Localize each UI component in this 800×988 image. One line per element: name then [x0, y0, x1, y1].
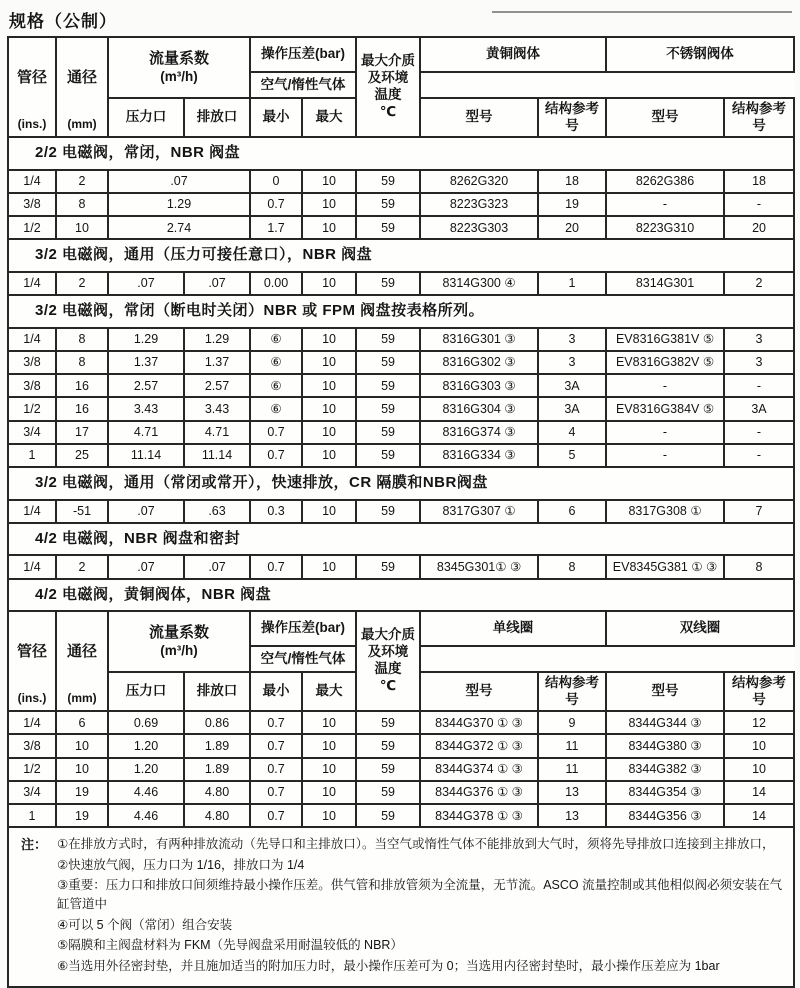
table-cell: 8345G301① ③: [420, 555, 538, 578]
table-cell: 59: [356, 216, 420, 239]
table-cell: 1.20: [108, 734, 184, 757]
section-title-block: [8, 239, 794, 272]
table-cell: 10: [302, 351, 356, 374]
table-cell: 3: [538, 328, 606, 351]
table-cell: -: [724, 374, 794, 397]
footnote: ①在排放方式时，有两种排放流动（先导口和主排放口）。当空气或惰性气体不能排放到大气时，须将先导排放口连接到主排放口，: [57, 837, 775, 852]
table-cell: 8223G310: [606, 216, 724, 239]
col-header-orifice: [56, 611, 108, 711]
table-cell: 2: [56, 272, 108, 295]
col-header-op-diff: 操作压差(bar): [250, 37, 356, 72]
table-cell: 14: [724, 804, 794, 827]
table-cell: 8344G380 ③: [606, 734, 724, 757]
section-title-block: [8, 523, 794, 556]
table-cell: 8344G374 ① ③: [420, 758, 538, 781]
table-cell: 19: [56, 781, 108, 804]
table-header-1: [8, 37, 794, 137]
table-cell: 10: [302, 500, 356, 523]
table-cell: 1.29: [108, 193, 250, 216]
table-cell: 10: [302, 734, 356, 757]
table-cell: 10: [302, 711, 356, 734]
section-title-row: [8, 295, 794, 328]
table-cell: 12: [724, 711, 794, 734]
col-header-pressure-port: 压力口: [108, 98, 184, 137]
table-cell: 1.20: [108, 758, 184, 781]
section-title-row: [8, 467, 794, 500]
section-title: 3/2 电磁阀，通用（压力可接任意口），NBR 阀盘: [8, 239, 794, 272]
temp-unit: ℃: [379, 677, 397, 693]
table-cell: 11.14: [108, 444, 184, 467]
table-cell: 4.80: [184, 781, 250, 804]
col-header-ref-dual: 结构参考号: [724, 672, 794, 711]
col-header-max-temp: [356, 37, 420, 137]
table-cell: 2: [56, 170, 108, 193]
table-row: [8, 500, 794, 523]
flow-factor-label: 流量系数: [149, 49, 210, 67]
footnote: ③重要：压力口和排放口间须维持最小操作压差。供气管和排放管须为全流量，无节流。ASCO 流量控制或其他相似阀必须安装在气缸管道中: [57, 878, 783, 912]
table-cell: 3: [724, 328, 794, 351]
table-cell: 8: [56, 351, 108, 374]
table-cell: 59: [356, 421, 420, 444]
table-cell: 1/4: [8, 272, 56, 295]
table-cell: 0.69: [108, 711, 184, 734]
table-cell: 4.80: [184, 804, 250, 827]
table-cell: 10: [302, 444, 356, 467]
table-row: [8, 328, 794, 351]
table-cell: .07: [184, 272, 250, 295]
section-rows: [8, 555, 794, 578]
section-rows: [8, 711, 794, 827]
table-cell: .07: [108, 272, 184, 295]
table-cell: 0.3: [250, 500, 302, 523]
col-header-stainless-body: 不锈钢阀体: [606, 37, 794, 72]
section-rows: [8, 328, 794, 468]
table-cell: 59: [356, 500, 420, 523]
table-cell: -: [724, 444, 794, 467]
table-cell: 2: [724, 272, 794, 295]
table-cell: 11: [538, 758, 606, 781]
table-row: [8, 170, 794, 193]
table-cell: 59: [356, 781, 420, 804]
table-cell: 4.46: [108, 804, 184, 827]
max-temp-label-2: 温度: [374, 87, 402, 102]
col-header-pipe-size: [8, 611, 56, 711]
table-cell: 1/4: [8, 500, 56, 523]
table-cell: 59: [356, 272, 420, 295]
table-cell: 10: [724, 734, 794, 757]
table-cell: EV8316G382V ⑤: [606, 351, 724, 374]
table-cell: 3.43: [184, 397, 250, 420]
table-cell: 8344G344 ③: [606, 711, 724, 734]
table-row: [8, 421, 794, 444]
section-title: 4/2 电磁阀，黄铜阀体，NBR 阀盘: [8, 579, 794, 612]
table-row: [8, 193, 794, 216]
flow-factor-unit: (m³/h): [160, 68, 198, 84]
col-header-air-inert: 空气/惰性气体: [250, 646, 356, 673]
table-cell: 59: [356, 397, 420, 420]
col-header-max: 最大: [302, 672, 356, 711]
max-temp-label-2: 温度: [374, 661, 402, 676]
col-header-model-single: 型号: [420, 672, 538, 711]
table-row: [8, 272, 794, 295]
table-cell: 0.7: [250, 444, 302, 467]
table-row: [8, 397, 794, 420]
table-cell: 0.7: [250, 758, 302, 781]
table-cell: 8344G382 ③: [606, 758, 724, 781]
section-title-block: [8, 295, 794, 328]
table-cell: 59: [356, 193, 420, 216]
table-cell: ⑥: [250, 351, 302, 374]
scan-artifact-line: [492, 11, 792, 13]
section-rows: [8, 272, 794, 295]
table-cell: EV8345G381 ① ③: [606, 555, 724, 578]
table-cell: 8: [56, 328, 108, 351]
col-header-exhaust-port: 排放口: [184, 98, 250, 137]
footnote: ⑤隔膜和主阀盘材料为 FKM（先导阀盘采用耐温较低的 NBR）: [57, 938, 403, 953]
col-header-pipe-size: [8, 37, 56, 137]
table-cell: 3/8: [8, 374, 56, 397]
table-cell: 1/4: [8, 328, 56, 351]
table-cell: 10: [56, 758, 108, 781]
table-cell: 1.7: [250, 216, 302, 239]
notes-items: [57, 835, 785, 977]
table-cell: 59: [356, 734, 420, 757]
table-cell: EV8316G381V ⑤: [606, 328, 724, 351]
notes: [9, 828, 793, 986]
section-title: 2/2 电磁阀，常闭，NBR 阀盘: [8, 137, 794, 170]
notes-label: 注：: [21, 837, 48, 853]
table-cell: 2.57: [108, 374, 184, 397]
table-cell: 10: [56, 734, 108, 757]
table-cell: 8314G301: [606, 272, 724, 295]
table-cell: 8344G378 ① ③: [420, 804, 538, 827]
section-title-block: [8, 137, 794, 170]
table-cell: 8316G304 ③: [420, 397, 538, 420]
table-cell: 0.7: [250, 781, 302, 804]
table-cell: 3/4: [8, 421, 56, 444]
table-cell: 8317G307 ①: [420, 500, 538, 523]
col-header-single-coil: 单线圈: [420, 611, 606, 646]
table-cell: 3/4: [8, 781, 56, 804]
pipe-size-unit: (ins.): [17, 691, 47, 705]
table-row: [8, 804, 794, 827]
footnote: ④可以 5 个阀（常闭）组合安装: [57, 917, 233, 932]
table-cell: ⑥: [250, 328, 302, 351]
table-cell: 8344G372 ① ③: [420, 734, 538, 757]
table-cell: EV8316G384V ⑤: [606, 397, 724, 420]
table-cell: 4.71: [108, 421, 184, 444]
table-cell: 2: [56, 555, 108, 578]
table-cell: 1.37: [184, 351, 250, 374]
table-cell: 0.7: [250, 734, 302, 757]
footnote: ②快速放气阀，压力口为 1/16，排放口为 1/4: [57, 857, 305, 872]
table-cell: 18: [538, 170, 606, 193]
header-row: [8, 37, 794, 72]
table-cell: 1.37: [108, 351, 184, 374]
table-cell: 11.14: [184, 444, 250, 467]
col-header-ref-stainless: 结构参考号: [724, 98, 794, 137]
table-cell: .07: [184, 555, 250, 578]
col-header-dual-coil: 双线圈: [606, 611, 794, 646]
section-title-block: [8, 579, 794, 612]
pipe-size-unit: (ins.): [17, 117, 47, 131]
col-header-model-brass: 型号: [420, 98, 538, 137]
section-title-row: [8, 523, 794, 556]
table-cell: 10: [302, 328, 356, 351]
table-cell: 10: [302, 804, 356, 827]
table-cell: 3/8: [8, 193, 56, 216]
table-cell: 19: [538, 193, 606, 216]
col-header-op-diff: 操作压差(bar): [250, 611, 356, 646]
table-cell: 10: [302, 272, 356, 295]
table-cell: 8: [56, 193, 108, 216]
flow-factor-label: 流量系数: [149, 623, 210, 641]
table-cell: 8316G301 ③: [420, 328, 538, 351]
table-cell: 20: [724, 216, 794, 239]
table-cell: ⑥: [250, 374, 302, 397]
table-cell: 0: [250, 170, 302, 193]
table-row: [8, 374, 794, 397]
table-cell: 8262G320: [420, 170, 538, 193]
table-cell: 1: [538, 272, 606, 295]
table-cell: 0.7: [250, 555, 302, 578]
table-cell: 59: [356, 444, 420, 467]
table-cell: 1.89: [184, 758, 250, 781]
section-title: 3/2 电磁阀，通用（常闭或常开），快速排放，CR 隔膜和NBR阀盘: [8, 467, 794, 500]
max-temp-label: 最大介质及环境: [361, 627, 416, 660]
table-cell: 1.29: [184, 328, 250, 351]
table-cell: 8316G302 ③: [420, 351, 538, 374]
table-cell: 1/2: [8, 216, 56, 239]
table-cell: -: [606, 374, 724, 397]
table-cell: -: [606, 444, 724, 467]
section-rows: [8, 500, 794, 523]
section-title: 3/2 电磁阀，常闭（断电时关闭）NBR 或 FPM 阀盘按表格所列。: [8, 295, 794, 328]
table-cell: 8314G300 ④: [420, 272, 538, 295]
table-cell: 1/4: [8, 711, 56, 734]
table-cell: -: [606, 421, 724, 444]
table-cell: 3A: [538, 397, 606, 420]
table-cell: 8223G323: [420, 193, 538, 216]
table-cell: 0.86: [184, 711, 250, 734]
section-title-row: [8, 137, 794, 170]
table-cell: 6: [56, 711, 108, 734]
table-row: [8, 711, 794, 734]
section-title-row: [8, 579, 794, 612]
table-cell: 10: [302, 397, 356, 420]
table-cell: 11: [538, 734, 606, 757]
temp-unit: ℃: [379, 103, 397, 119]
table-cell: 10: [302, 170, 356, 193]
table-cell: 1/2: [8, 758, 56, 781]
table-cell: 5: [538, 444, 606, 467]
table-cell: 0.7: [250, 711, 302, 734]
table-row: [8, 444, 794, 467]
table-cell: 9: [538, 711, 606, 734]
table-cell: 17: [56, 421, 108, 444]
table-cell: 2.74: [108, 216, 250, 239]
col-header-ref-brass: 结构参考号: [538, 98, 606, 137]
table-cell: 10: [302, 421, 356, 444]
table-cell: 3: [724, 351, 794, 374]
table-cell: 8344G356 ③: [606, 804, 724, 827]
table-cell: 10: [302, 374, 356, 397]
table-cell: 20: [538, 216, 606, 239]
col-header-model-stainless: 型号: [606, 98, 724, 137]
page-title: 规格（公制）: [9, 12, 117, 31]
table-cell: ⑥: [250, 397, 302, 420]
table-cell: 1.29: [108, 328, 184, 351]
section-rows: [8, 170, 794, 240]
table-cell: 7: [724, 500, 794, 523]
table-row: [8, 781, 794, 804]
table-cell: 2.57: [184, 374, 250, 397]
table-cell: .07: [108, 170, 250, 193]
table-cell: 6: [538, 500, 606, 523]
col-header-max-temp: [356, 611, 420, 711]
table-cell: 8316G374 ③: [420, 421, 538, 444]
flow-factor-unit: (m³/h): [160, 642, 198, 658]
col-header-air-inert: 空气/惰性气体: [250, 72, 356, 99]
table-cell: 3: [538, 351, 606, 374]
section-title-row: [8, 239, 794, 272]
table-cell: 10: [302, 781, 356, 804]
col-header-ref-single: 结构参考号: [538, 672, 606, 711]
table-cell: .07: [108, 555, 184, 578]
section-title-block: [8, 467, 794, 500]
table-cell: 16: [56, 397, 108, 420]
table-cell: 59: [356, 555, 420, 578]
table-cell: 13: [538, 781, 606, 804]
table-cell: 10: [302, 555, 356, 578]
table-cell: 8344G376 ① ③: [420, 781, 538, 804]
table-cell: 0.7: [250, 421, 302, 444]
table-cell: 8: [538, 555, 606, 578]
orifice-label: 通径: [66, 642, 97, 660]
table-cell: 3/8: [8, 351, 56, 374]
table-cell: 1: [8, 804, 56, 827]
table-cell: .63: [184, 500, 250, 523]
col-header-brass-body: 黄铜阀体: [420, 37, 606, 72]
col-header-flow-factor: [108, 611, 250, 672]
table-cell: 10: [302, 758, 356, 781]
table-cell: 59: [356, 711, 420, 734]
col-header-exhaust-port: 排放口: [184, 672, 250, 711]
table-cell: 10: [56, 216, 108, 239]
table-cell: 3/8: [8, 734, 56, 757]
max-temp-label: 最大介质及环境: [361, 53, 416, 86]
pipe-size-label: 管径: [16, 642, 47, 660]
table-cell: 59: [356, 170, 420, 193]
table-cell: 4.71: [184, 421, 250, 444]
section-title: 4/2 电磁阀，NBR 阀盘和密封: [8, 523, 794, 556]
table-cell: 19: [56, 804, 108, 827]
table-cell: 8344G354 ③: [606, 781, 724, 804]
table-row: [8, 216, 794, 239]
table-cell: 8: [724, 555, 794, 578]
table-cell: 3A: [538, 374, 606, 397]
notes-block: [8, 827, 794, 987]
table-cell: 59: [356, 351, 420, 374]
table-row: [8, 758, 794, 781]
col-header-flow-factor: [108, 37, 250, 98]
table-cell: .07: [108, 500, 184, 523]
col-header-max: 最大: [302, 98, 356, 137]
table-row: [8, 351, 794, 374]
table-row: [8, 734, 794, 757]
table-header-2: [8, 611, 794, 711]
notes-cell: [8, 827, 794, 987]
table-cell: 25: [56, 444, 108, 467]
table-cell: 59: [356, 758, 420, 781]
table-cell: 59: [356, 804, 420, 827]
table-cell: 10: [302, 216, 356, 239]
orifice-label: 通径: [66, 68, 97, 86]
header-row: [8, 611, 794, 646]
table-cell: 1/2: [8, 397, 56, 420]
col-header-pressure-port: 压力口: [108, 672, 184, 711]
table-cell: 8316G303 ③: [420, 374, 538, 397]
col-header-min: 最小: [250, 672, 302, 711]
table-cell: 4.46: [108, 781, 184, 804]
table-cell: 0.00: [250, 272, 302, 295]
table-cell: 0.7: [250, 804, 302, 827]
table-cell: -51: [56, 500, 108, 523]
notes-row: [8, 827, 794, 987]
table-cell: 8317G308 ①: [606, 500, 724, 523]
table-cell: 16: [56, 374, 108, 397]
table-cell: 4: [538, 421, 606, 444]
table-cell: 1/4: [8, 555, 56, 578]
pipe-size-label: 管径: [16, 68, 47, 86]
table-cell: 8316G334 ③: [420, 444, 538, 467]
table-row: [8, 555, 794, 578]
table-cell: 8344G370 ① ③: [420, 711, 538, 734]
table-cell: 1: [8, 444, 56, 467]
table-cell: 1.89: [184, 734, 250, 757]
table-cell: 8262G386: [606, 170, 724, 193]
table-cell: 3A: [724, 397, 794, 420]
footnote: ⑥当选用外径密封垫，并且施加适当的附加压力时，最小操作压差可为 0；当选用内径密封垫时，最小操作压差应为 1bar: [57, 958, 720, 973]
orifice-unit: (mm): [67, 117, 97, 131]
col-header-model-dual: 型号: [606, 672, 724, 711]
table-cell: 3.43: [108, 397, 184, 420]
col-header-orifice: [56, 37, 108, 137]
table-cell: 59: [356, 374, 420, 397]
spec-table: [7, 36, 795, 988]
table-cell: -: [606, 193, 724, 216]
table-cell: 10: [302, 193, 356, 216]
table-cell: 10: [724, 758, 794, 781]
col-header-min: 最小: [250, 98, 302, 137]
table-cell: 0.7: [250, 193, 302, 216]
table-cell: 14: [724, 781, 794, 804]
orifice-unit: (mm): [67, 691, 97, 705]
table-cell: 8223G303: [420, 216, 538, 239]
table-cell: -: [724, 193, 794, 216]
table-cell: 1/4: [8, 170, 56, 193]
table-cell: 18: [724, 170, 794, 193]
table-cell: 59: [356, 328, 420, 351]
table-cell: -: [724, 421, 794, 444]
table-cell: 13: [538, 804, 606, 827]
